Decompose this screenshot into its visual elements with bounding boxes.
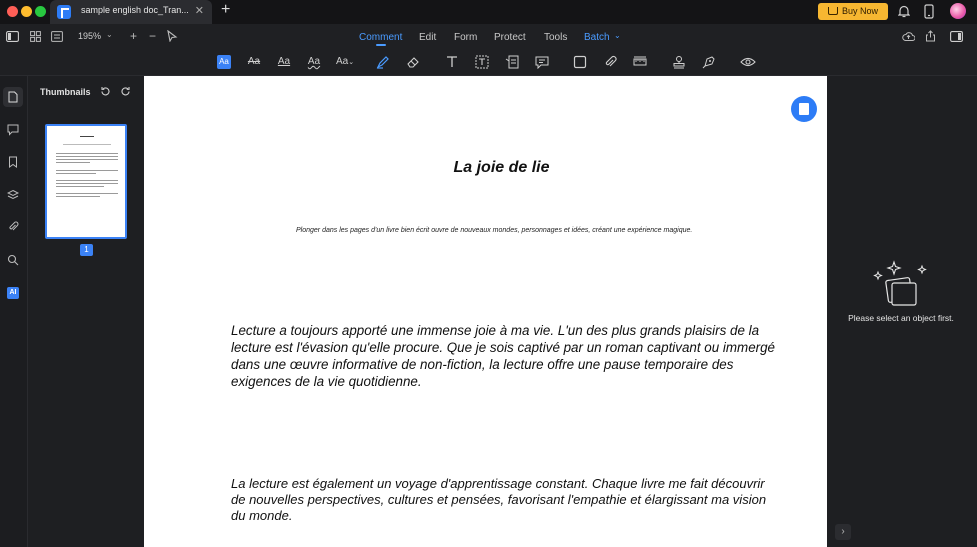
- thumb-text-line: [56, 193, 118, 194]
- measure-icon[interactable]: [633, 55, 647, 69]
- attachment-icon[interactable]: [603, 55, 617, 69]
- close-window-button[interactable]: [7, 6, 18, 17]
- expand-panel-button[interactable]: ›: [835, 524, 851, 540]
- share-icon[interactable]: [925, 30, 936, 42]
- thumb-text-line: [56, 156, 118, 157]
- document-tab-title: sample english doc_Tran...: [81, 5, 189, 15]
- user-avatar[interactable]: [950, 3, 966, 19]
- ai-assistant-icon[interactable]: AI: [7, 287, 19, 299]
- select-object-illustration-icon: [872, 258, 930, 308]
- zoom-window-button[interactable]: [35, 6, 46, 17]
- attachment-icon[interactable]: [7, 221, 19, 233]
- pen-icon[interactable]: [376, 55, 390, 69]
- page-layout-icon[interactable]: [51, 31, 63, 42]
- tab-protect[interactable]: Protect: [494, 32, 526, 43]
- document-paragraph-1: Lecture a toujours apporté une immense joie à ma vie. L'un des plus grands plaisirs de la lecture est l'évasion qu'elle procure. Que je sois captivé par un roman captivant ou immergé dans une œuvre informative de non-fiction, la lecture offre une pause temporaire des exigences de la vie quotidienne.: [231, 323, 775, 389]
- comment-icon[interactable]: [7, 124, 19, 136]
- tab-form[interactable]: Form: [454, 32, 478, 43]
- active-tab-indicator: [376, 44, 386, 46]
- new-tab-button[interactable]: +: [221, 1, 231, 18]
- note-icon[interactable]: [535, 55, 549, 69]
- callout-icon[interactable]: [505, 55, 519, 69]
- layers-icon[interactable]: [7, 189, 19, 201]
- thumb-text-line: [56, 180, 118, 181]
- thumb-text-line: [56, 186, 104, 187]
- document-subtitle: Plonger dans les pages d'un livre bien écrit ouvre de nouveaux mondes, personnages et idées, créant une expérience magique.: [296, 227, 693, 234]
- tab-comment[interactable]: Comment: [359, 32, 403, 43]
- thumb-text-line: [56, 173, 96, 174]
- thumb-text-line: [56, 159, 118, 160]
- replace-text-icon[interactable]: Aa⌄: [336, 56, 355, 67]
- thumb-text-line: [56, 153, 118, 154]
- rotate-right-icon[interactable]: [120, 86, 131, 97]
- highlight-icon[interactable]: Aa: [217, 55, 231, 69]
- zoom-out-button[interactable]: −: [149, 29, 157, 43]
- document-tab[interactable]: [50, 0, 212, 24]
- document-title: La joie de lie: [453, 159, 550, 176]
- tab-tools[interactable]: Tools: [544, 32, 568, 43]
- sidebar-toggle-icon[interactable]: [6, 31, 19, 42]
- ai-document-button[interactable]: [791, 96, 817, 122]
- left-rail: [0, 76, 28, 547]
- tab-edit[interactable]: Edit: [419, 32, 437, 43]
- grid-view-icon[interactable]: [30, 31, 41, 42]
- underline-icon[interactable]: Aa: [277, 56, 291, 67]
- text-icon[interactable]: [445, 55, 459, 69]
- zoom-dropdown-icon[interactable]: ⌄: [106, 30, 113, 39]
- thumbnails-panel: [28, 76, 144, 547]
- app-logo-icon: [57, 5, 71, 19]
- right-panel-toggle-icon[interactable]: [950, 31, 963, 42]
- rotate-left-icon[interactable]: [100, 86, 111, 97]
- tab-batch[interactable]: Batch: [584, 32, 610, 43]
- strikethrough-icon[interactable]: Aa: [247, 56, 261, 67]
- squiggly-icon[interactable]: Aa: [307, 56, 321, 67]
- thumb-text-line: [56, 162, 90, 163]
- select-tool-icon[interactable]: [166, 30, 178, 42]
- thumb-title-line: [80, 136, 94, 137]
- thumb-text-line: [56, 170, 118, 171]
- zoom-in-button[interactable]: +: [130, 29, 138, 43]
- stamp-icon[interactable]: [672, 55, 686, 69]
- cart-icon: [828, 7, 838, 15]
- buy-now-label: Buy Now: [842, 6, 879, 16]
- tab-close-button[interactable]: ✕: [194, 5, 204, 17]
- title-bar: [0, 0, 977, 24]
- bookmark-icon[interactable]: [7, 156, 19, 168]
- eraser-icon[interactable]: [406, 55, 420, 69]
- thumb-text-line: [56, 183, 118, 184]
- signature-icon[interactable]: [702, 55, 716, 69]
- thumbnails-title: Thumbnails: [40, 87, 91, 97]
- shape-icon[interactable]: [573, 55, 587, 69]
- page-number-badge: 1: [80, 244, 93, 256]
- minimize-window-button[interactable]: [21, 6, 32, 17]
- eye-icon[interactable]: [740, 55, 756, 69]
- thumb-text-line: [56, 196, 100, 197]
- document-paragraph-2: La lecture est également un voyage d'apprentissage constant. Chaque livre me fait découvrir de nouvelles perspectives, cultures et pensées, favorisant l'empathie et élargissant ma vision du monde.: [231, 476, 767, 523]
- zoom-level[interactable]: 195%: [78, 31, 102, 41]
- cloud-upload-icon[interactable]: [902, 31, 915, 42]
- textbox-icon[interactable]: [475, 55, 489, 69]
- batch-dropdown-icon[interactable]: ⌄: [614, 31, 621, 40]
- page-icon[interactable]: [7, 91, 19, 103]
- main-toolbar: [0, 24, 977, 76]
- properties-panel: [827, 76, 977, 547]
- document-page[interactable]: [144, 76, 827, 547]
- page-thumbnail[interactable]: [45, 124, 127, 239]
- bell-icon[interactable]: [898, 5, 910, 18]
- mobile-device-icon[interactable]: [924, 4, 934, 19]
- search-icon[interactable]: [7, 254, 19, 266]
- thumb-sub-line: [63, 144, 111, 145]
- buy-now-button[interactable]: [818, 3, 888, 20]
- empty-selection-message: Please select an object first.: [848, 313, 954, 323]
